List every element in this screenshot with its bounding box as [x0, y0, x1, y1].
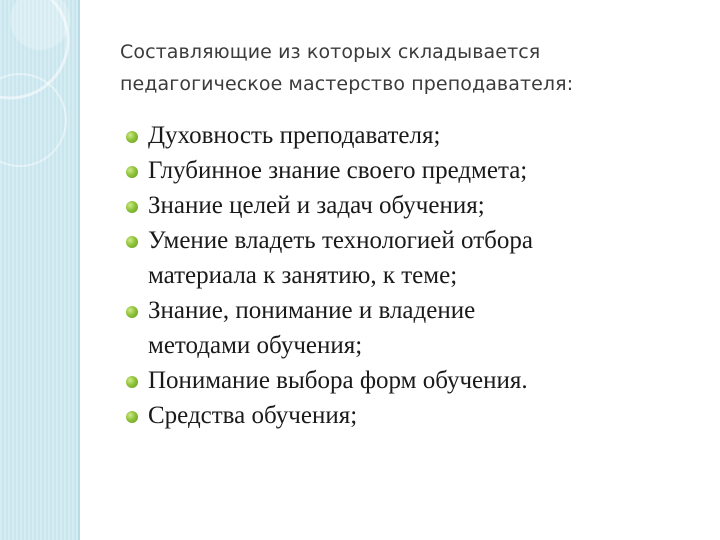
- decorative-sidebar: [0, 0, 80, 540]
- list-item: [124, 398, 704, 433]
- sidebar-swirl-decoration: [0, 0, 80, 540]
- list-item: [124, 118, 704, 153]
- list-item-text: Средства обучения;: [148, 402, 358, 429]
- list-item-text: Духовность преподавателя;: [148, 122, 441, 149]
- bullet-icon: [126, 201, 138, 213]
- list-item-text: Умение владеть технологией отбора: [148, 227, 533, 254]
- list-item: [124, 188, 704, 223]
- list-item-text: Понимание выбора форм обучения.: [148, 367, 528, 394]
- list-item-text-continued: методами обучения;: [148, 332, 363, 359]
- title-line: Составляющие из которых складывается: [120, 41, 541, 63]
- list-item: [124, 223, 704, 293]
- bullet-icon: [126, 376, 138, 388]
- bullet-icon: [126, 166, 138, 178]
- list-item-text: Знание, понимание и владение: [148, 297, 476, 324]
- list-item-text: Глубинное знание своего предмета;: [148, 157, 528, 184]
- bullet-icon: [126, 306, 138, 318]
- bullet-icon: [126, 411, 138, 423]
- list-item-text-continued: материала к занятию, к теме;: [148, 262, 458, 289]
- slide-title: [120, 36, 690, 100]
- list-item: [124, 153, 704, 188]
- list-item: [124, 293, 704, 363]
- bullet-icon: [126, 236, 138, 248]
- sidebar-edge-line: [78, 0, 80, 540]
- title-line: педагогическое мастерство преподавателя:: [120, 73, 574, 95]
- bullet-icon: [126, 131, 138, 143]
- list-item: [124, 363, 704, 398]
- bullet-list: [124, 118, 704, 433]
- list-item-text: Знание целей и задач обучения;: [148, 192, 485, 219]
